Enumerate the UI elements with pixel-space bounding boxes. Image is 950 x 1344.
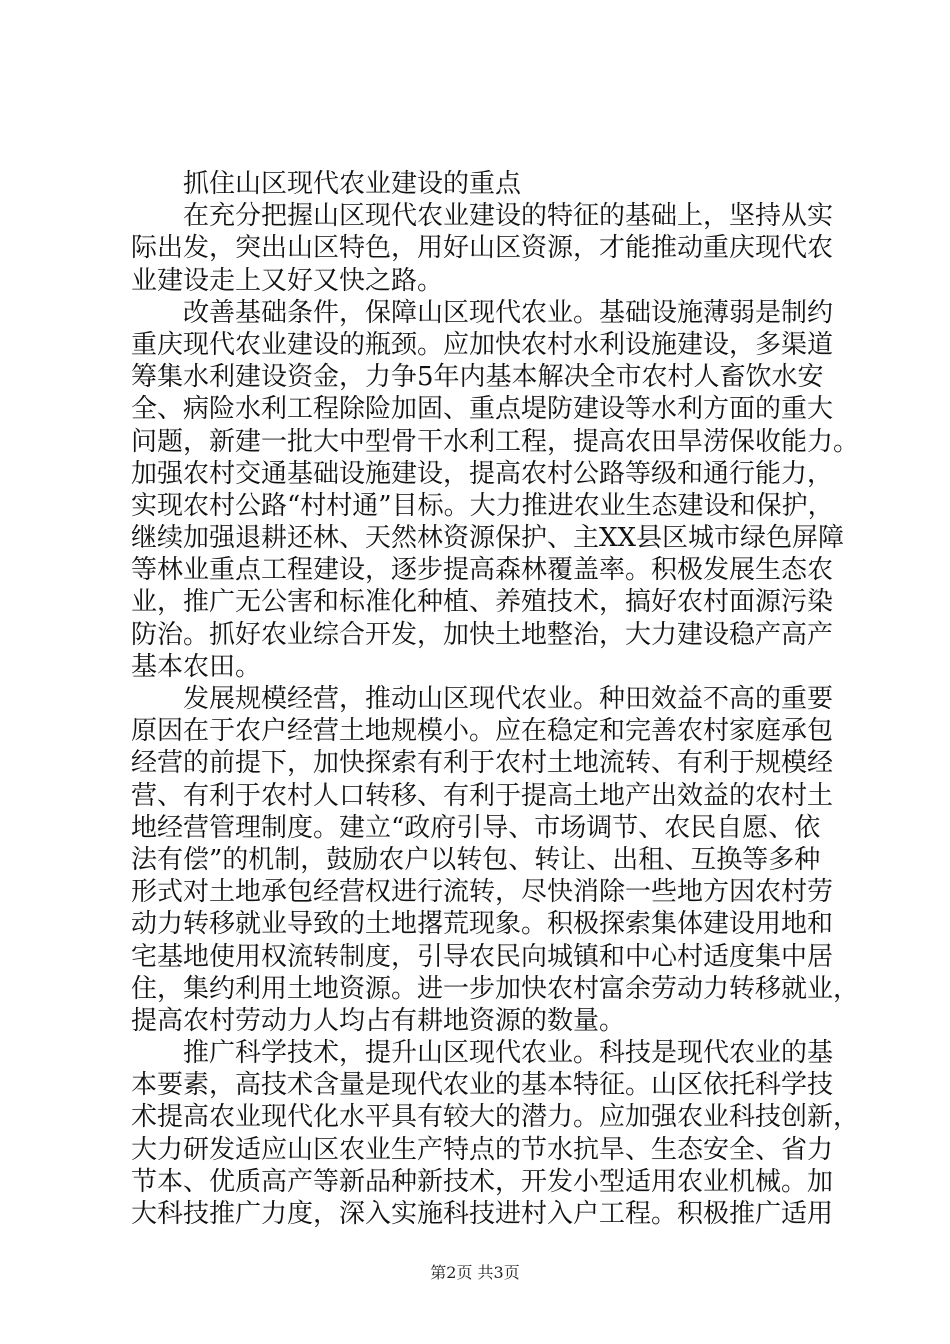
text-line: 地经营管理制度。建立“政府引导、市场调节、农民自愿、依 (131, 812, 821, 843)
text-line: 际出发，突出山区特色，用好山区资源，才能推动重庆现代农 (131, 233, 834, 264)
text-line: 发展规模经营，推动山区现代农业。种田效益不高的重要 (183, 684, 834, 714)
text-line: 本要素，高技术含量是现代农业的基本特征。山区依托科学技 (131, 1070, 834, 1101)
text-line: 业，推广无公害和标准化种植、养殖技术，搞好农村面源污染 (131, 587, 834, 618)
text-line: 提高农村劳动力人均占有耕地资源的数量。 (131, 1005, 626, 1036)
text-line: 重庆现代农业建设的瓶颈。应加快农村水利设施建设，多渠道 (131, 329, 834, 360)
text-line: 全、病险水利工程除险加固、重点堤防建设等水利方面的重大 (131, 394, 834, 425)
text-line: 营、有利于农村人口转移、有利于提高土地产出效益的农村土 (131, 780, 834, 811)
paragraph-lines (131, 200, 860, 1230)
text-line: 加强农村交通基础设施建设，提高农村公路等级和通行能力， (131, 458, 834, 489)
text-line: 在充分把握山区现代农业建设的特征的基础上，坚持从实 (183, 201, 834, 232)
text-line: 原因在于农户经营土地规模小。应在稳定和完善农村家庭承包 (131, 716, 834, 747)
text-line: 基本农田。 (131, 651, 262, 682)
text-line: 推广科学技术，提升山区现代农业。科技是现代农业的基 (183, 1038, 834, 1069)
text-line: 节本、优质高产等新品种新技术，开发小型适用农业机械。加 (131, 1166, 834, 1197)
text-line: 大力研发适应山区农业生产特点的节水抗旱、生态安全、省力 (131, 1134, 834, 1165)
page-footer: 第2页 共3页 (430, 1263, 520, 1282)
text-line: 形式对土地承包经营权进行流转，尽快消除一些地方因农村劳 (131, 877, 834, 908)
document-title: 抓住山区现代农业建设的重点 (183, 169, 522, 199)
text-line: 术提高农业现代化水平具有较大的潜力。应加强农业科技创新， (131, 1102, 860, 1133)
text-line: 实现农村公路“村村通”目标。大力推进农业生态建设和保护， (131, 490, 834, 521)
text-line: 动力转移就业导致的土地撂荒现象。积极探索集体建设用地和 (131, 909, 834, 940)
text-line: 问题，新建一批大中型骨干水利工程，提高农田旱涝保收能力。 (131, 426, 860, 457)
text-line: 继续加强退耕还林、天然林资源保护、主XX县区城市绿色屏障 (131, 523, 845, 554)
text-line: 宅基地使用权流转制度，引导农民向城镇和中心村适度集中居 (131, 941, 834, 972)
text-line: 等林业重点工程建设，逐步提高森林覆盖率。积极发展生态农 (131, 555, 834, 586)
text-line: 大科技推广力度，深入实施科技进村入户工程。积极推广适用 (131, 1199, 834, 1229)
text-line: 改善基础条件，保障山区现代农业。基础设施薄弱是制约 (183, 297, 834, 328)
text-line: 防治。抓好农业综合开发，加快土地整治，大力建设稳产高产 (131, 619, 834, 650)
text-line: 住，集约利用土地资源。进一步加快农村富余劳动力转移就业， (131, 973, 860, 1004)
text-line: 法有偿”的机制，鼓励农户以转包、转让、出租、互换等多种 (131, 844, 821, 875)
text-line: 筹集水利建设资金，力争5年内基本解决全市农村人畜饮水安 (131, 362, 824, 393)
text-line: 经营的前提下，加快探索有利于农村土地流转、有利于规模经 (131, 748, 834, 779)
text-line: 业建设走上又好又快之路。 (131, 265, 444, 296)
document-body (131, 168, 860, 1230)
